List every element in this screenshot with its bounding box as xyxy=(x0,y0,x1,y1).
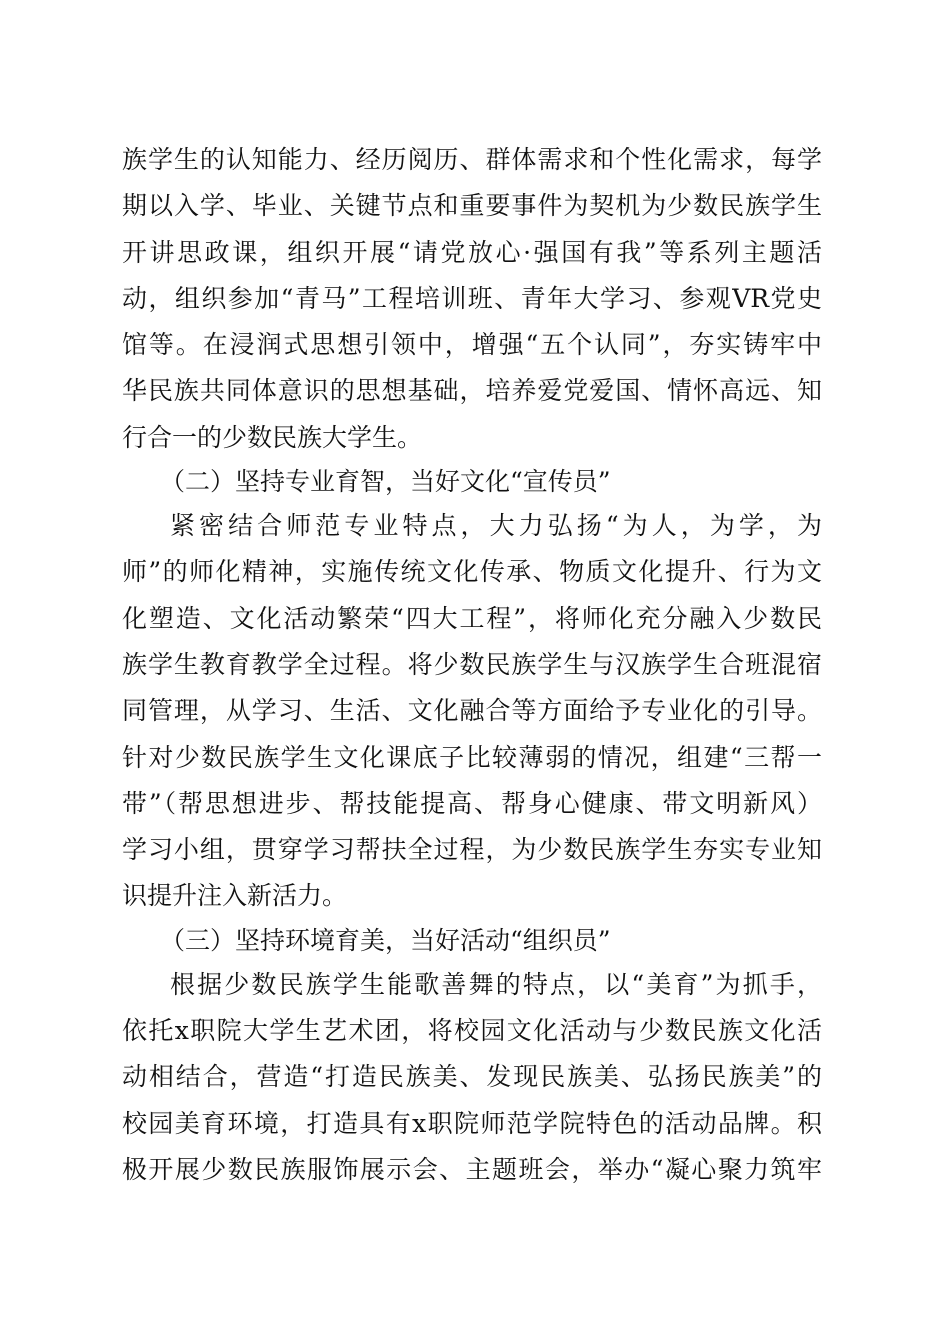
body-line: 开讲思政课，组织开展“请党放心·强国有我”等系列主题活 xyxy=(122,237,822,267)
body-line: 根据少数民族学生能歌善舞的特点，以“美育”为抓手， xyxy=(170,969,822,999)
section-heading-2: （二）坚持专业育智，当好文化“宣传员” xyxy=(160,467,611,497)
body-line: 极开展少数民族服饰展示会、主题班会，举办“凝心聚力筑牢 xyxy=(122,1154,822,1184)
body-line: 校园美育环境，打造具有x职院师范学院特色的活动品牌。积 xyxy=(122,1108,822,1138)
body-line: 化塑造、文化活动繁荣“四大工程”，将师化充分融入少数民 xyxy=(122,603,822,633)
body-line: 同管理，从学习、生活、文化融合等方面给予专业化的引导。 xyxy=(122,696,822,726)
body-line: 师”的师化精神，实施传统文化传承、物质文化提升、行为文 xyxy=(122,557,822,587)
body-line: 族学生教育教学全过程。将少数民族学生与汉族学生合班混宿 xyxy=(122,649,822,679)
body-line: 动相结合，营造“打造民族美、发现民族美、弘扬民族美”的 xyxy=(122,1062,822,1092)
body-line: 馆等。在浸润式思想引领中，增强“五个认同”，夯实铸牢中 xyxy=(122,330,822,360)
body-line: 紧密结合师范专业特点，大力弘扬“为人，为学，为 xyxy=(170,511,822,541)
body-line: 带”（帮思想进步、帮技能提高、帮身心健康、带文明新风） xyxy=(122,788,822,818)
body-line: 族学生的认知能力、经历阅历、群体需求和个性化需求，每学 xyxy=(122,145,822,174)
section-heading-3: （三）坚持环境育美，当好活动“组织员” xyxy=(160,925,611,955)
body-line: 识提升注入新活力。 xyxy=(122,881,348,911)
body-line: 行合一的少数民族大学生。 xyxy=(122,422,423,452)
body-line: 依托x职院大学生艺术团，将校园文化活动与少数民族文化活 xyxy=(122,1016,822,1046)
body-line: 期以入学、毕业、关键节点和重要事件为契机为少数民族学生 xyxy=(122,191,822,221)
body-line: 华民族共同体意识的思想基础，培养爱党爱国、情怀高远、知 xyxy=(122,376,822,406)
body-line: 针对少数民族学生文化课底子比较薄弱的情况，组建“三帮一 xyxy=(122,742,822,772)
body-line: 学习小组，贯穿学习帮扶全过程，为少数民族学生夯实专业知 xyxy=(122,835,822,865)
body-line: 动，组织参加“青马”工程培训班、青年大学习、参观VR党史 xyxy=(122,283,822,313)
document-page xyxy=(122,137,822,1193)
